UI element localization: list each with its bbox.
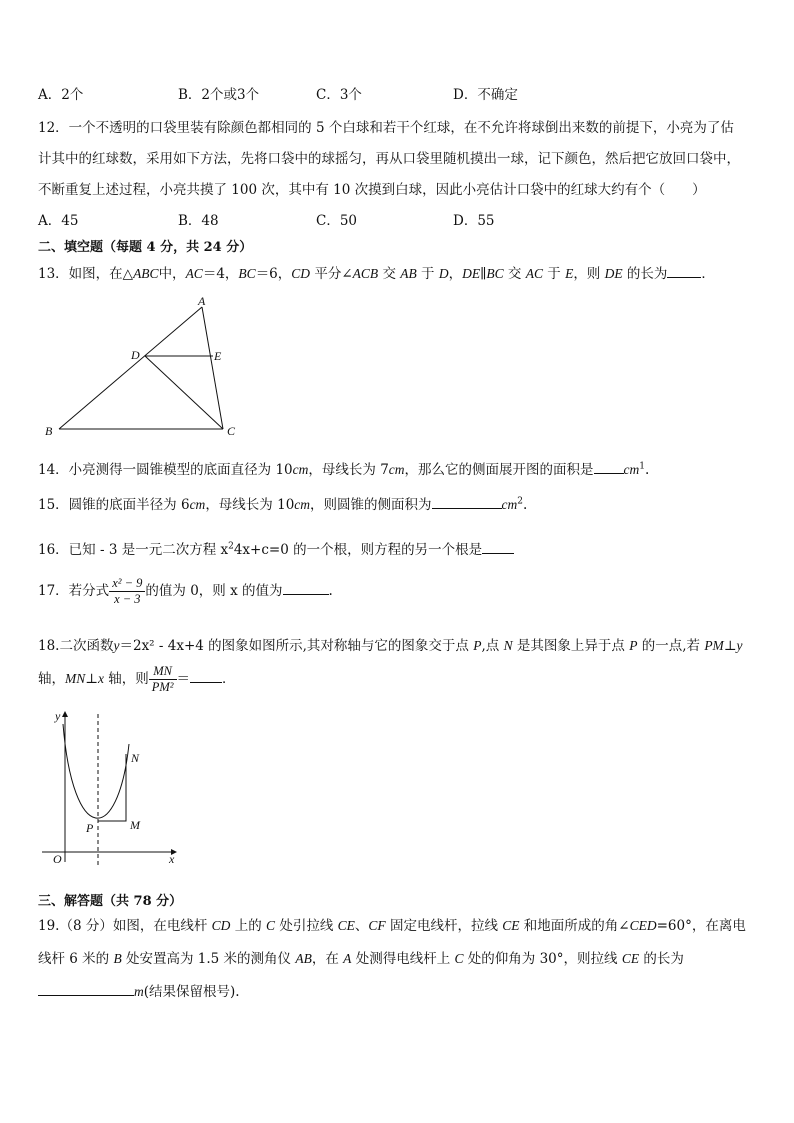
q16-question: 16．已知 - 3 是一元二次方程 $x^24x+c=0$ 的一个根，则方程的另一个根是: [38, 538, 514, 558]
q11-option-a: A．2个: [38, 87, 84, 103]
label-n: N: [131, 751, 140, 765]
q17-question: 17．若分式 $\frac{\text{x² − 9}}{x - 3}$ 的值为 0，则 x 的值为 .: [38, 576, 333, 606]
q17-fraction: $\frac{\text{x² − 9}}{x - 3}$: [109, 576, 145, 607]
q18-fraction: $\frac{MN}{\text{PM²}}$: [149, 664, 177, 695]
q13-triangle-figure: [38, 292, 248, 442]
q18-line-1: 18.二次函数y＝2x² - 4x+4 的图象如图所示,其对称轴与它的图象交于点 P,点 N 是其图象上异于点 P 的一点,若 PM⊥y: [38, 638, 743, 654]
q18-parabola-figure: [38, 706, 188, 866]
section-2-title: 二、填空题（每题 4 分，共 24 分）: [38, 240, 253, 255]
q12-option-a: A．45: [38, 213, 79, 229]
q18-line-2: 轴，MN⊥x 轴，则 $\frac{MN}{\text{PM²}}$ ＝ ．: [38, 664, 236, 694]
q12-option-c: C．50: [316, 213, 358, 229]
segment-dc: [145, 356, 223, 429]
label-e: E: [214, 349, 222, 363]
q13-question: 13．如图，在△ABC中，AC＝4，BC＝6，CD 平分∠ACB 交 AB 于 D，DE∥BC 交 AC 于 E，则 DE 的长为 ．: [38, 266, 715, 282]
label-x: x: [169, 852, 175, 866]
q12-option-b: B．48: [178, 213, 219, 229]
label-c: C: [227, 424, 236, 438]
segment-ba: [59, 307, 202, 429]
segments-pm-mn: [98, 754, 126, 821]
q15-question: 15．圆锥的底面半径为 6cm，母线长为 10cm，则圆锥的侧面积为 $cm^2$.: [38, 496, 528, 513]
q19-line-3: m(结果保留根号).: [38, 980, 240, 1000]
q16-answer-blank: [482, 540, 514, 554]
section-3-title: 三、解答题（共 78 分）: [38, 894, 183, 909]
q12-line-2: 计其中的红球数，采用如下方法，先将口袋中的球摇匀，再从口袋里随机摸出一球，记下颜色，然后把它放回口袋中，: [38, 151, 740, 167]
label-o: O: [53, 852, 62, 866]
label-m: M: [130, 818, 140, 832]
q19-line-1: 19.（8 分）如图，在电线杆 CD 上的 C 处引拉线 CE、CF 固定电线杆，拉线 CE 和地面所成的角∠CED=60°，在离电: [38, 918, 746, 934]
parabola-curve: [63, 724, 129, 818]
label-b: B: [45, 424, 53, 438]
q12-line-1: 12．一个不透明的口袋里装有除颜色都相同的 5 个白球和若干个红球，在不允许将球倒出来数的前提下，小亮为了估: [38, 120, 734, 136]
segment-ac: [202, 307, 223, 429]
q18-answer-blank: [190, 669, 222, 683]
q19-answer-blank: [38, 982, 134, 996]
q14-answer-blank: [594, 460, 624, 474]
q13-answer-blank: [667, 264, 701, 278]
label-p: P: [86, 821, 94, 835]
q19-line-2: 线杆 6 米的 B 处安置高为 1.5 米的测角仪 AB，在 A 处测得电线杆上 C 处的仰角为 30°，则拉线 CE 的长为: [38, 951, 684, 967]
label-y: y: [55, 709, 61, 723]
q15-answer-blank: [432, 495, 502, 509]
label-a: A: [198, 294, 206, 308]
q11-option-c: C．3个: [316, 87, 362, 103]
q14-question: 14．小亮测得一圆锥模型的底面直径为 10cm，母线长为 7cm，那么它的侧面展开图的面积是 $cm^1$.: [38, 461, 650, 478]
q17-answer-blank: [283, 581, 329, 595]
label-d: D: [131, 348, 140, 362]
q11-option-b: B．2个或3个: [178, 87, 260, 103]
q11-option-d: D．不确定: [453, 87, 518, 103]
q12-option-d: D．55: [453, 213, 495, 229]
q12-line-3: 不断重复上述过程，小亮共摸了 100 次，其中有 10 次摸到白球，因此小亮估计口袋中的红球大约有个（ ）: [38, 182, 706, 198]
